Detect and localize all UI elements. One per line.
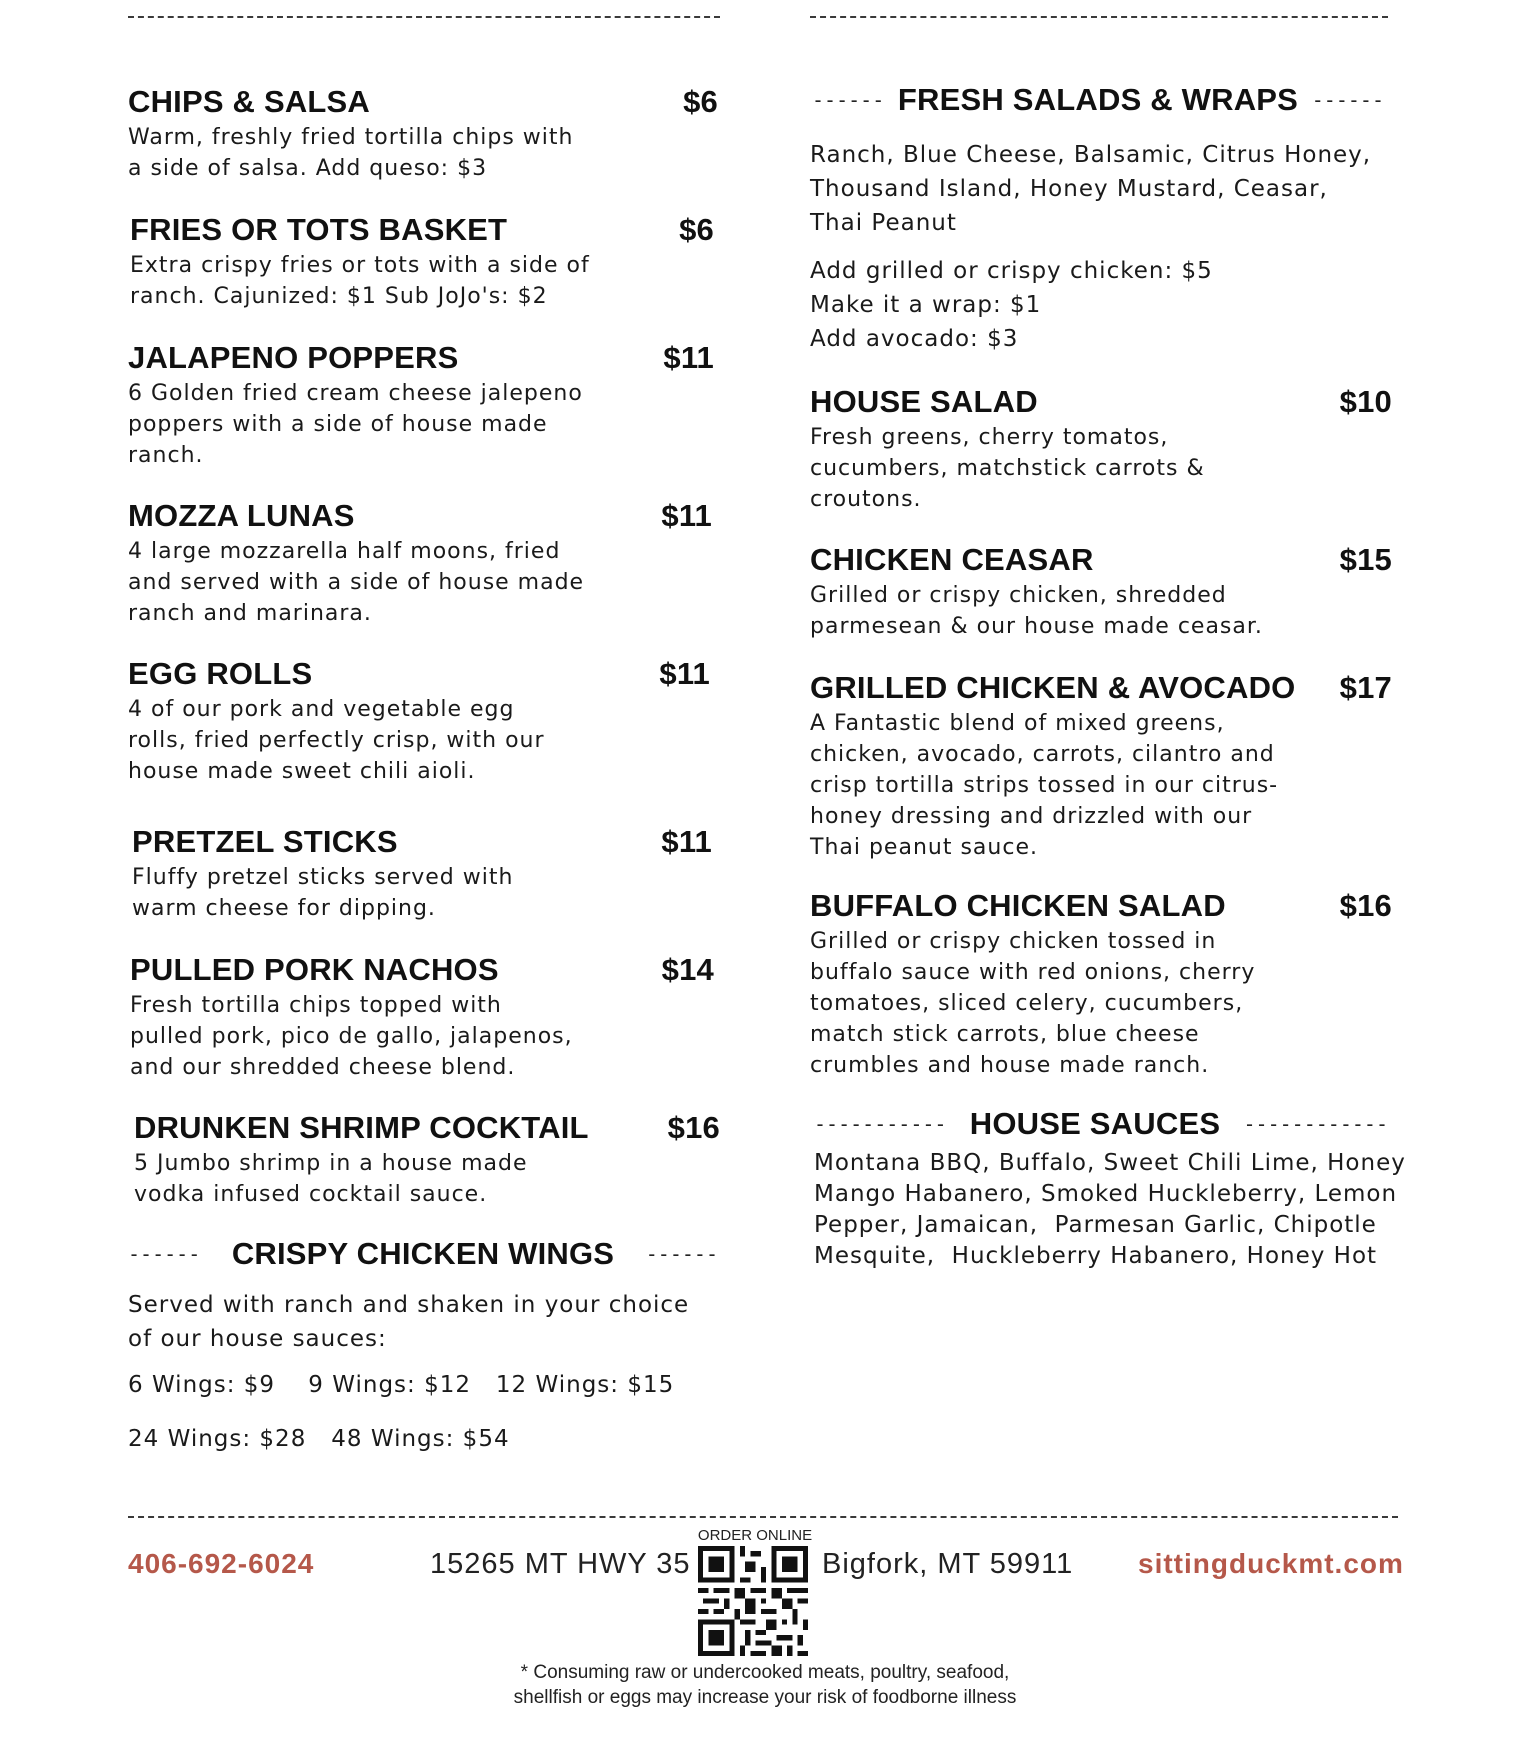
top-divider-left (128, 16, 720, 18)
item-description: 4 large mozzarella half moons, fried and served with a side of house made ranch and marinara. (128, 539, 585, 626)
section-title: CRISPY CHICKEN WINGS (231, 1236, 615, 1271)
item-price: $14 (661, 952, 714, 987)
website-link[interactable]: sittingduckmt.com (1138, 1548, 1404, 1579)
wings-section-header (128, 1236, 718, 1272)
item-price: $11 (661, 824, 712, 859)
wings-prices-row-1: 6 Wings: $9 9 Wings: $12 12 Wings: $15 (128, 1372, 675, 1398)
item-description: Fluffy pretzel sticks served with warm cheese for dipping. (132, 865, 514, 921)
food-safety-disclaimer: * Consuming raw or undercooked meats, poultry, seafood, shellfish or eggs may increase your risk of foodborne illness (513, 1662, 1017, 1708)
item-price: $11 (659, 656, 710, 691)
item-name: DRUNKEN SHRIMP COCKTAIL (134, 1110, 589, 1145)
menu-item-drunken-shrimp (134, 1110, 720, 1210)
menu-item-chips-salsa (128, 84, 718, 184)
menu-item-mozza-lunas (128, 498, 712, 629)
item-name: BUFFALO CHICKEN SALAD (810, 888, 1226, 923)
top-divider-right (810, 16, 1388, 18)
menu-item-buffalo-chicken-salad (810, 888, 1392, 1081)
qr-code-icon[interactable] (698, 1546, 808, 1660)
salads-section-header (812, 82, 1384, 118)
sauce-list: Montana BBQ, Buffalo, Sweet Chili Lime, Honey Mango Habanero, Smoked Huckleberry, Lemon Pepper, Jamaican, Parmesan Garlic, Chipotle Mesquite, Huckleberry Habanero, Honey Hot (814, 1150, 1406, 1269)
order-online-label: ORDER ONLINE (697, 1527, 813, 1544)
item-description: Extra crispy fries or tots with a side of ranch. Cajunized: $1 Sub JoJo's: $2 (130, 253, 590, 309)
dash-left: ------ (128, 1242, 201, 1266)
item-name: PRETZEL STICKS (132, 824, 398, 859)
menu-item-jalapeno-poppers (128, 340, 714, 471)
item-description: Grilled or crispy chicken tossed in buffalo sauce with red onions, cherry tomatoes, sliced celery, cucumbers, match stick carrots, blue cheese crumbles and house made ranch. (810, 929, 1256, 1078)
item-name: PULLED PORK NACHOS (130, 952, 499, 987)
item-price: $11 (661, 498, 712, 533)
sauces-section-header (814, 1106, 1388, 1142)
item-price: $6 (679, 212, 714, 247)
dressing-options: Ranch, Blue Cheese, Balsamic, Citrus Honey, Thousand Island, Honey Mustard, Ceasar, Thai Peanut (810, 142, 1372, 236)
item-name: MOZZA LUNAS (128, 498, 355, 533)
menu-item-chicken-ceasar (810, 542, 1392, 642)
item-name: FRIES OR TOTS BASKET (130, 212, 508, 247)
wings-intro: Served with ranch and shaken in your choice of our house sauces: (128, 1292, 690, 1352)
item-name: CHIPS & SALSA (128, 84, 371, 119)
section-title: HOUSE SAUCES (969, 1106, 1221, 1141)
footer-divider (128, 1516, 1398, 1518)
dash-left: ------ (812, 88, 885, 112)
item-price: $16 (1339, 888, 1392, 923)
item-name: GRILLED CHICKEN & AVOCADO (810, 670, 1296, 705)
item-name: HOUSE SALAD (810, 384, 1038, 419)
item-name: JALAPENO POPPERS (128, 340, 459, 375)
item-description: Grilled or crispy chicken, shredded parmesean & our house made ceasar. (810, 583, 1263, 639)
salad-addons: Add grilled or crispy chicken: $5 Make it a wrap: $1 Add avocado: $3 (810, 258, 1213, 352)
menu-item-house-salad (810, 384, 1392, 515)
street-address: 15265 MT HWY 35 (430, 1548, 691, 1580)
dash-right: ------------ (1243, 1112, 1388, 1136)
item-description: Fresh greens, cherry tomatos, cucumbers, matchstick carrots & croutons. (810, 425, 1205, 512)
item-description: Warm, freshly fried tortilla chips with a side of salsa. Add queso: $3 (128, 125, 574, 181)
wings-prices-row-2: 24 Wings: $28 48 Wings: $54 (128, 1426, 510, 1452)
section-title: FRESH SALADS & WRAPS (897, 82, 1299, 117)
menu-item-egg-rolls (128, 656, 710, 787)
item-description: Fresh tortilla chips topped with pulled pork, pico de gallo, jalapenos, and our shredded cheese blend. (130, 993, 573, 1080)
item-description: 5 Jumbo shrimp in a house made vodka infused cocktail sauce. (134, 1151, 528, 1207)
item-name: EGG ROLLS (128, 656, 313, 691)
item-description: A Fantastic blend of mixed greens, chicken, avocado, carrots, cilantro and crisp tortilla strips tossed in our citrus- honey dressing and drizzled with our Thai peanut sauce. (810, 711, 1279, 860)
item-price: $16 (667, 1110, 720, 1145)
phone-link[interactable]: 406-692-6024 (128, 1548, 315, 1579)
item-description: 4 of our pork and vegetable egg rolls, fried perfectly crisp, with our house made sweet chili aioli. (128, 697, 545, 784)
dash-left: ----------- (814, 1112, 947, 1136)
dash-right: ------ (645, 1242, 718, 1266)
item-price: $10 (1339, 384, 1392, 419)
item-price: $15 (1339, 542, 1392, 577)
item-price: $6 (683, 84, 718, 119)
menu-item-pulled-pork-nachos (130, 952, 714, 1083)
menu-item-fries-tots (130, 212, 714, 312)
item-description: 6 Golden fried cream cheese jalepeno poppers with a side of house made ranch. (128, 381, 583, 468)
menu-item-grilled-chicken-avocado (810, 670, 1392, 863)
item-price: $11 (663, 340, 714, 375)
city-state-zip: Bigfork, MT 59911 (822, 1548, 1074, 1580)
item-price: $17 (1339, 670, 1392, 705)
dash-right: ------ (1311, 88, 1384, 112)
item-name: CHICKEN CEASAR (810, 542, 1094, 577)
menu-item-pretzel-sticks (132, 824, 712, 924)
